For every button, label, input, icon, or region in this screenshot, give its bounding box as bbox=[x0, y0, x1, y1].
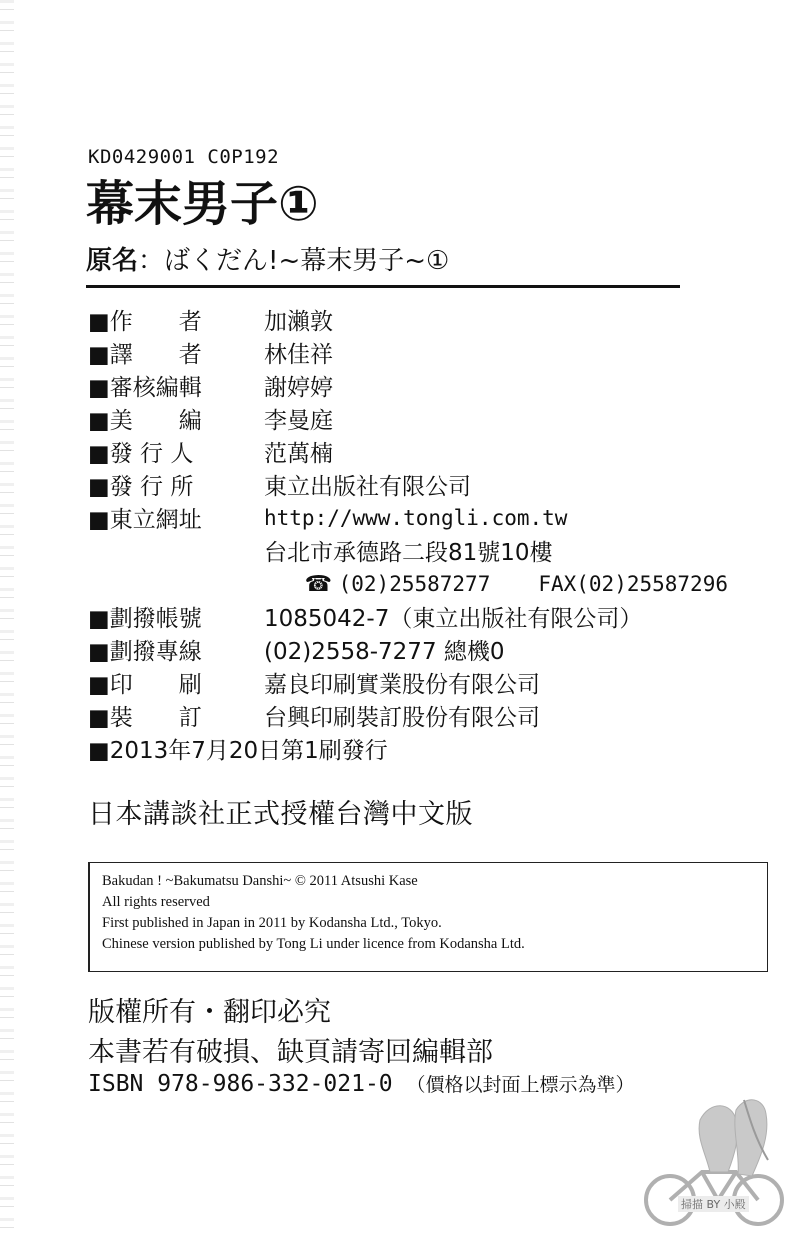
isbn-number: ISBN 978-986-332-021-0 bbox=[88, 1071, 393, 1097]
price-note: （價格以封面上標示為準） bbox=[406, 1074, 635, 1096]
page-edge-scan-noise bbox=[0, 0, 14, 1237]
scanner-watermark-text: 掃描 BY 小殿 bbox=[678, 1196, 749, 1212]
credit-value: 加瀨敦 bbox=[264, 309, 333, 335]
credit-value: 嘉良印刷實業股份有限公司 bbox=[264, 672, 540, 698]
credit-row-art-editor bbox=[88, 402, 728, 435]
credit-value: 1085042-7（東立出版社有限公司） bbox=[264, 606, 643, 632]
credit-row-phone bbox=[88, 567, 728, 600]
rights-reserved-notice: 版權所有・翻印必究 bbox=[88, 997, 331, 1028]
credit-row-issue-date bbox=[88, 732, 728, 765]
credit-row-translator bbox=[88, 336, 728, 369]
copyright-box bbox=[88, 862, 768, 972]
credit-row-binding bbox=[88, 699, 728, 732]
credit-row-postal-account bbox=[88, 600, 728, 633]
credit-value: 台興印刷裝訂股份有限公司 bbox=[264, 705, 540, 731]
credit-label: ■美 編 bbox=[88, 408, 202, 434]
credit-row-website bbox=[88, 501, 728, 534]
copyright-line: First published in Japan in 2011 by Kodansha Ltd., Tokyo. bbox=[102, 915, 442, 931]
credit-row-printing bbox=[88, 666, 728, 699]
credit-label: ■發 行 所 bbox=[88, 474, 194, 500]
credit-value: 范萬楠 bbox=[264, 441, 333, 467]
original-title-label: 原名 bbox=[86, 246, 139, 276]
credit-value: (02)2558-7277 總機0 bbox=[264, 639, 505, 665]
credit-label: ■譯 者 bbox=[88, 342, 202, 368]
credit-label: ■東立網址 bbox=[88, 507, 202, 533]
credit-row-publishing-house bbox=[88, 468, 728, 501]
title-divider bbox=[86, 285, 680, 288]
isbn-line bbox=[88, 1070, 635, 1097]
credit-label: ■劃撥專線 bbox=[88, 639, 202, 665]
credit-row-editor bbox=[88, 369, 728, 402]
credit-label: ■作 者 bbox=[88, 309, 202, 335]
credit-value: 林佳祥 bbox=[264, 342, 333, 368]
credit-row-postal-line bbox=[88, 633, 728, 666]
issue-date: ■2013年7月20日第1刷發行 bbox=[88, 738, 388, 764]
address-text: 台北市承德路二段81號10樓 bbox=[264, 540, 553, 566]
book-title: 幕末男子① bbox=[86, 176, 319, 232]
phone-number: (02)25587277 bbox=[338, 571, 491, 596]
credit-value: 謝婷婷 bbox=[264, 375, 333, 401]
fax-number: FAX(02)25587296 bbox=[538, 571, 728, 596]
credit-label: ■劃撥帳號 bbox=[88, 606, 202, 632]
credit-row-publisher bbox=[88, 435, 728, 468]
copyright-line: Chinese version published by Tong Li under licence from Kodansha Ltd. bbox=[102, 936, 525, 952]
credit-label: ■審核編輯 bbox=[88, 375, 202, 401]
damage-return-notice: 本書若有破損、缺頁請寄回編輯部 bbox=[88, 1037, 493, 1068]
website-link[interactable]: http://www.tongli.com.tw bbox=[264, 505, 568, 530]
original-title bbox=[86, 248, 449, 274]
credit-value: 東立出版社有限公司 bbox=[264, 474, 471, 500]
credits-list bbox=[88, 303, 728, 765]
credit-row-author bbox=[88, 303, 728, 336]
original-title-value: ：ばくだん!~幕末男子~① bbox=[138, 246, 450, 276]
telephone-icon: ☎ bbox=[304, 571, 333, 597]
credit-value: 李曼庭 bbox=[264, 408, 333, 434]
credit-label: ■裝 訂 bbox=[88, 705, 202, 731]
catalog-code: KD0429001 C0P192 bbox=[88, 146, 280, 168]
credit-label: ■印 刷 bbox=[88, 672, 202, 698]
credit-label: ■發 行 人 bbox=[88, 441, 194, 467]
copyright-line: Bakudan ! ~Bakumatsu Danshi~ © 2011 Atsushi Kase bbox=[102, 873, 418, 889]
copyright-line: All rights reserved bbox=[102, 894, 210, 910]
license-statement: 日本講談社正式授權台灣中文版 bbox=[88, 799, 473, 830]
